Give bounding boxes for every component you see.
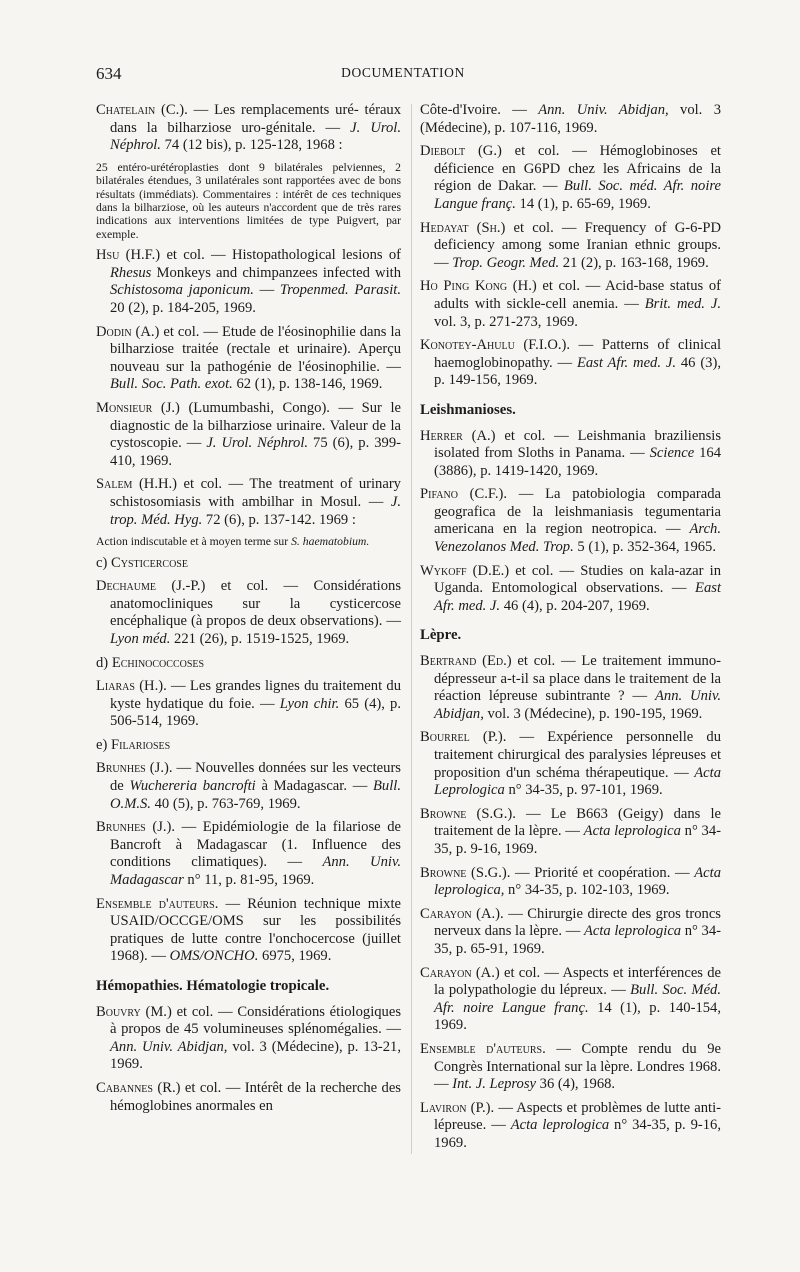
entry-italic: Ann. Univ. Madagascar (110, 854, 401, 889)
entry-italic: Lyon méd. (110, 630, 171, 647)
entry-journal: J. Urol. Néphrol. (110, 119, 401, 154)
entry-italic: Int. J. Leprosy (452, 1076, 537, 1093)
bibliography-entry (96, 324, 401, 394)
entry-text: et col. — Intérêt de la recherche des hémoglobines anormales en (110, 1079, 401, 1114)
entry-italic: Rhesus (110, 264, 152, 281)
entry-italic: Science (649, 445, 695, 462)
entry-text: 221 (26), p. 1519-1525, 1969. (170, 630, 350, 647)
entry-text: n° 34-35, p. 97-101, 1969. (504, 782, 663, 799)
entry-italic: Acta leprologica, (434, 864, 721, 899)
subsection-prefix: d) (96, 654, 112, 671)
column-divider (411, 104, 412, 1154)
entry-author: Bouvry (M.) (96, 1003, 172, 1020)
subsection-prefix: e) (96, 736, 111, 753)
subsection-label: Filarioses (111, 736, 171, 753)
bibliography-entry (96, 400, 401, 470)
entry-italic: J. Urol. Néphrol. (206, 435, 309, 452)
bibliography-entry (420, 1041, 721, 1094)
left-column (96, 102, 401, 1121)
entry-text: et col. — Studies on kala-azar in Uganda. Entomological observations. — (434, 562, 721, 597)
entry-italic: Lyon chir. (279, 695, 340, 712)
entry-italic: Bull. Soc. Path. exot. (110, 376, 233, 393)
entry-italic: Acta leprologica (583, 823, 681, 840)
entry-author: Monsieur (J.) (96, 399, 180, 416)
entry-text: vol. 3 (Médecine), p. 190-195, 1969. (483, 705, 703, 722)
bibliography-entry (96, 896, 401, 966)
entry-author: Ho Ping Kong (H.) (420, 278, 537, 295)
entry-text: 75 (6), p. 399-410, 1969. (110, 435, 401, 469)
entry-author: Konotey-Ahulu (F.I.O.). (420, 337, 571, 354)
entry-author: Bertrand (Ed.) (420, 653, 512, 670)
page-number: 634 (96, 64, 122, 83)
subsection-heading (96, 737, 401, 755)
right-column (420, 102, 721, 1158)
bibliography-entry (96, 247, 401, 317)
bibliography-entry (96, 578, 401, 648)
entry-text: et col. — Etude de l'éosinophilie dans la bilharziose traitée (rectale et urinaire). Aperçu nouveau sur la pathogénie de l'éosinophilie. — (110, 323, 401, 375)
entry-text: 46 (4), p. 204-207, 1969. (500, 597, 650, 614)
running-head: DOCUMENTATION (341, 65, 465, 80)
entry-italic: Bull. Soc. méd. Afr. noire Langue franç. (434, 178, 721, 212)
bibliography-entry (420, 865, 721, 900)
entry-text: — Les remplacements uré- (193, 102, 359, 118)
entry-text: Côte-d'Ivoire. — (420, 102, 539, 118)
bibliography-entry (96, 760, 401, 813)
bibliography-entry (420, 1100, 721, 1153)
entry-text: — Expérience personnelle du traitement chirurgical des paralysies lépreuses et proposition d'un schéma thérapeutique. — (434, 729, 721, 781)
annotation-note: 25 entéro-urétéroplasties dont 9 bilatérales pelviennes, 2 bilatérales étendues, 3 unilatérales sont rapportées avec de bons résultats (immédiats). Commentaires : intérêt de ces techniques dans la bilharziose, où les auteurs n'accordent que de très rares indications aux interventions limitées de type Puigvert, par exemple. (96, 160, 401, 241)
entry-text: — Nouvelles données sur les vecteurs de (110, 760, 401, 795)
entry-text: 36 (4), 1968. (536, 1076, 616, 1093)
bibliography-entry (420, 729, 721, 799)
entry-text: 62 (1), p. 138-146, 1969. (232, 376, 383, 393)
entry-text: 65 (4), p. 506-514, 1969. (110, 695, 402, 730)
entry-text: 72 (6), p. 137-142. 1969 : (202, 511, 356, 528)
entry-text: et col. — Le traitement immuno-dépresseur a-t-il sa place dans le traitement de la réaction lépreuse subintrante ? — (434, 653, 721, 705)
entry-author: Herrer (A.) (420, 427, 496, 444)
note-text: Action indiscutable et à moyen terme sur (96, 535, 292, 549)
entry-author: Ensemble d'auteurs. (420, 1040, 546, 1057)
entry-text: et col. — Frequency of G-6-PD deficiency among some Iranian ethnic groups. — (434, 219, 721, 271)
entry-author: Bourrel (P.). (420, 729, 507, 746)
entry-text: et col. — Aspects et interférences de la polypathologie du lépreux. — (434, 964, 721, 999)
entry-italic: East Afr. med. J. (576, 354, 676, 371)
bibliography-entry (420, 278, 721, 331)
entry-text: 164 (3886), p. 1419-1420, 1969. (434, 445, 721, 479)
entry-italic: Brit. med. J. (644, 295, 721, 312)
entry-text: et col. — Hémoglobinoses et déficience en G6PD chez les Africains de la région de Dakar. — (434, 143, 721, 195)
entry-text: vol. 3 (Médecine), p. 107-116, 1969. (420, 102, 722, 136)
bibliography-entry (420, 906, 721, 959)
page-header (96, 64, 710, 88)
bibliography-entry (420, 102, 721, 137)
entry-italic: Wuchereria bancrofti (129, 778, 256, 795)
entry-author: Dechaume (J.-P.) (96, 578, 206, 595)
entry-italic: OMS/ONCHO. (169, 948, 259, 965)
entry-text: 14 (1), p. 65-69, 1969. (515, 195, 651, 212)
entry-author: Hedayat (Sh.) (420, 219, 506, 236)
bibliography-entry (420, 965, 721, 1035)
entry-text: — La patobiologia comparada geografica de la leishmaniasis tegumentaria americana en la region neotropica. — (434, 486, 721, 538)
entry-author: Dodin (A.) (96, 323, 160, 340)
annotation-note (96, 535, 401, 548)
entry-text: — Patterns of clinical haemoglobinopathy. — (434, 337, 722, 371)
entry-italic: Arch. Venezolanos Med. Trop. (434, 521, 721, 556)
section-heading: Hémopathies. Hématologie tropicale. (96, 978, 330, 994)
bibliography-entry (420, 563, 721, 616)
subsection-label: Echinococcoses (111, 654, 205, 671)
entry-author: Browne (S.G.). (420, 864, 511, 881)
entry-text: — Chirurgie directe des gros troncs nerveux dans la lèpre. — (434, 905, 721, 940)
entry-author: Pifano (C.F.). (420, 486, 508, 503)
entry-author: Cabannes (R.) (96, 1079, 181, 1096)
entry-text: vol. 3 (Médecine), p. 13-21, 1969. (110, 1038, 401, 1073)
entry-text: — Priorité et coopération. — (510, 864, 695, 881)
bibliography-entry (96, 102, 401, 155)
entry-author: Brunhes (J.). (96, 760, 173, 777)
bibliography-entry (96, 1080, 401, 1115)
entry-text: et col. — Considérations étiologiques à propos de 45 volumineuses splénomégalies. — (110, 1003, 401, 1038)
entry-author: Diebolt (G.) (420, 143, 502, 160)
entry-text: et col. — Acid-base status of adults with sickle-cell anemia. — (434, 278, 721, 312)
entry-text: et col. — Histopathological lesions of (160, 247, 402, 264)
entry-text: 46 (3), p. 149-156, 1969. (434, 354, 721, 389)
entry-italic: Acta Leprologica (434, 764, 721, 799)
entry-text: et col. — Leishmania braziliensis isolated from Sloths in Panama. — (434, 427, 722, 462)
bibliography-entry (420, 143, 721, 213)
bibliography-entry (420, 486, 721, 556)
entry-author: Ensemble d'auteurs. (96, 895, 219, 912)
entry-text: — (253, 282, 280, 299)
entry-author: Brunhes (J.). (96, 819, 176, 836)
entry-author: Wykoff (D.E.) (420, 562, 510, 579)
entry-italic: Ann. Univ. Abidjan, (110, 1038, 228, 1055)
note-italic: S. haematobium. (291, 535, 370, 549)
bibliography-entry (420, 653, 721, 723)
entry-text: 128, 1968 : (276, 137, 343, 154)
entry-text: 14 (1), p. 140-154, 1969. (434, 999, 722, 1034)
bibliography-entry (96, 819, 401, 889)
entry-text: — Réunion technique mixte USAID/OCCGE/OMS sur les possibilités pratiques de lutte contre l'onchocercose (juillet 1968). — (110, 895, 401, 965)
entry-italic: Acta leprologica (583, 923, 682, 940)
entry-author: Carayon (A.) (420, 964, 500, 981)
entry-text: — Les grandes lignes du traitement du kyste hydatique du foie. — (110, 678, 402, 712)
entry-italic: Tropenmed. Parasit. (279, 282, 401, 299)
bibliography-entry (96, 678, 401, 731)
entry-text: 21 (2), p. 163-168, 1969. (559, 254, 709, 271)
entry-text: — Compte rendu du 9e Congrès International sur la lèpre. Londres 1968. — (434, 1040, 721, 1093)
subsection-heading (96, 555, 401, 573)
entry-italic: Acta leprologica (510, 1117, 610, 1134)
entry-text: Monkeys and chimpanzees infected with (151, 264, 401, 281)
entry-author: Browne (S.G.). (420, 805, 516, 822)
entry-text: 20 (2), p. 184-205, 1969. (110, 300, 256, 316)
entry-text: n° 34-35, p. 65-91, 1969. (434, 923, 722, 957)
entry-author: Hsu (H.F.) (96, 247, 161, 264)
bibliography-entry (96, 1004, 401, 1074)
subsection-label: Cysticercose (111, 554, 188, 571)
entry-italic: Bull. Soc. Méd. Afr. noire Langue franç. (434, 982, 721, 1016)
bibliography-entry (420, 428, 721, 481)
entry-text: n° 34-35, p. 9-16, 1969. (434, 1117, 721, 1151)
entry-italic: Trop. Geogr. Med. (452, 254, 560, 271)
entry-text: — Le B663 (Geigy) dans le traitement de la lèpre. — (434, 805, 721, 840)
entry-italic: J. trop. Méd. Hyg. (110, 493, 401, 528)
section-heading: Lèpre. (420, 627, 462, 644)
entry-text: 74 (12 bis), p. 125- (160, 137, 277, 154)
entry-text: vol. 3, p. 271-273, 1969. (434, 313, 578, 330)
entry-text: et col. — Considérations anatomocliniques sur la cysticercose encéphalique (à propos de deux observations). — (110, 578, 401, 630)
entry-text: — Aspects et problèmes de lutte anti-lépreuse. — (434, 1099, 721, 1134)
entry-text: 5 (1), p. 352-364, 1965. (573, 539, 716, 556)
entry-italic: Ann. Univ. Abidjan, (538, 102, 669, 118)
entry-text: à Madagascar. — (255, 778, 373, 795)
entry-text: n° 34-35, p. 102-103, 1969. (504, 882, 670, 899)
entry-text: et col. — The treatment of urinary schistosomiasis with ambilhar in Mosul. — (110, 476, 401, 510)
entry-text: téraux dans la bilharziose uro-génitale. — (110, 102, 402, 136)
entry-author: Salem (H.H.) (96, 476, 178, 493)
bibliography-entry (420, 220, 721, 273)
entry-italic: Schistosoma japonicum. (110, 282, 254, 299)
entry-author: Carayon (A.). (420, 905, 504, 922)
entry-italic: East Afr. med. J. (434, 580, 721, 614)
entry-author: Laviron (P.). (420, 1099, 495, 1116)
entry-author: Liaras (H.). (96, 678, 167, 695)
entry-text: 40 (5), p. 763-769, 1969. (150, 795, 301, 812)
entry-italic: Ann. Univ. Abidjan, (434, 688, 721, 722)
bibliography-entry (420, 806, 721, 859)
subsection-heading (96, 655, 401, 673)
entry-text: n° 11, p. 81-95, 1969. (183, 872, 315, 889)
section-heading: Leishmanioses. (420, 401, 516, 418)
bibliography-entry (420, 337, 721, 390)
entry-author: Chatelain (C.). (96, 102, 188, 118)
entry-text: 6975, 1969. (258, 948, 332, 965)
entry-text: — Epidémiologie de la filariose de Bancroft à Madagascar (1. Influence des conditions climatiques). — (110, 819, 401, 871)
entry-text: n° 34-35, p. 9-16, 1969. (434, 823, 722, 857)
entry-italic: Bull. O.M.S. (110, 778, 401, 812)
subsection-prefix: c) (96, 554, 111, 571)
entry-text: (Lumumbashi, Congo). — Sur le diagnostic de la bilharziose urinaire. Valeur de la cystoscopie. — (110, 399, 401, 452)
bibliography-entry (96, 476, 401, 529)
